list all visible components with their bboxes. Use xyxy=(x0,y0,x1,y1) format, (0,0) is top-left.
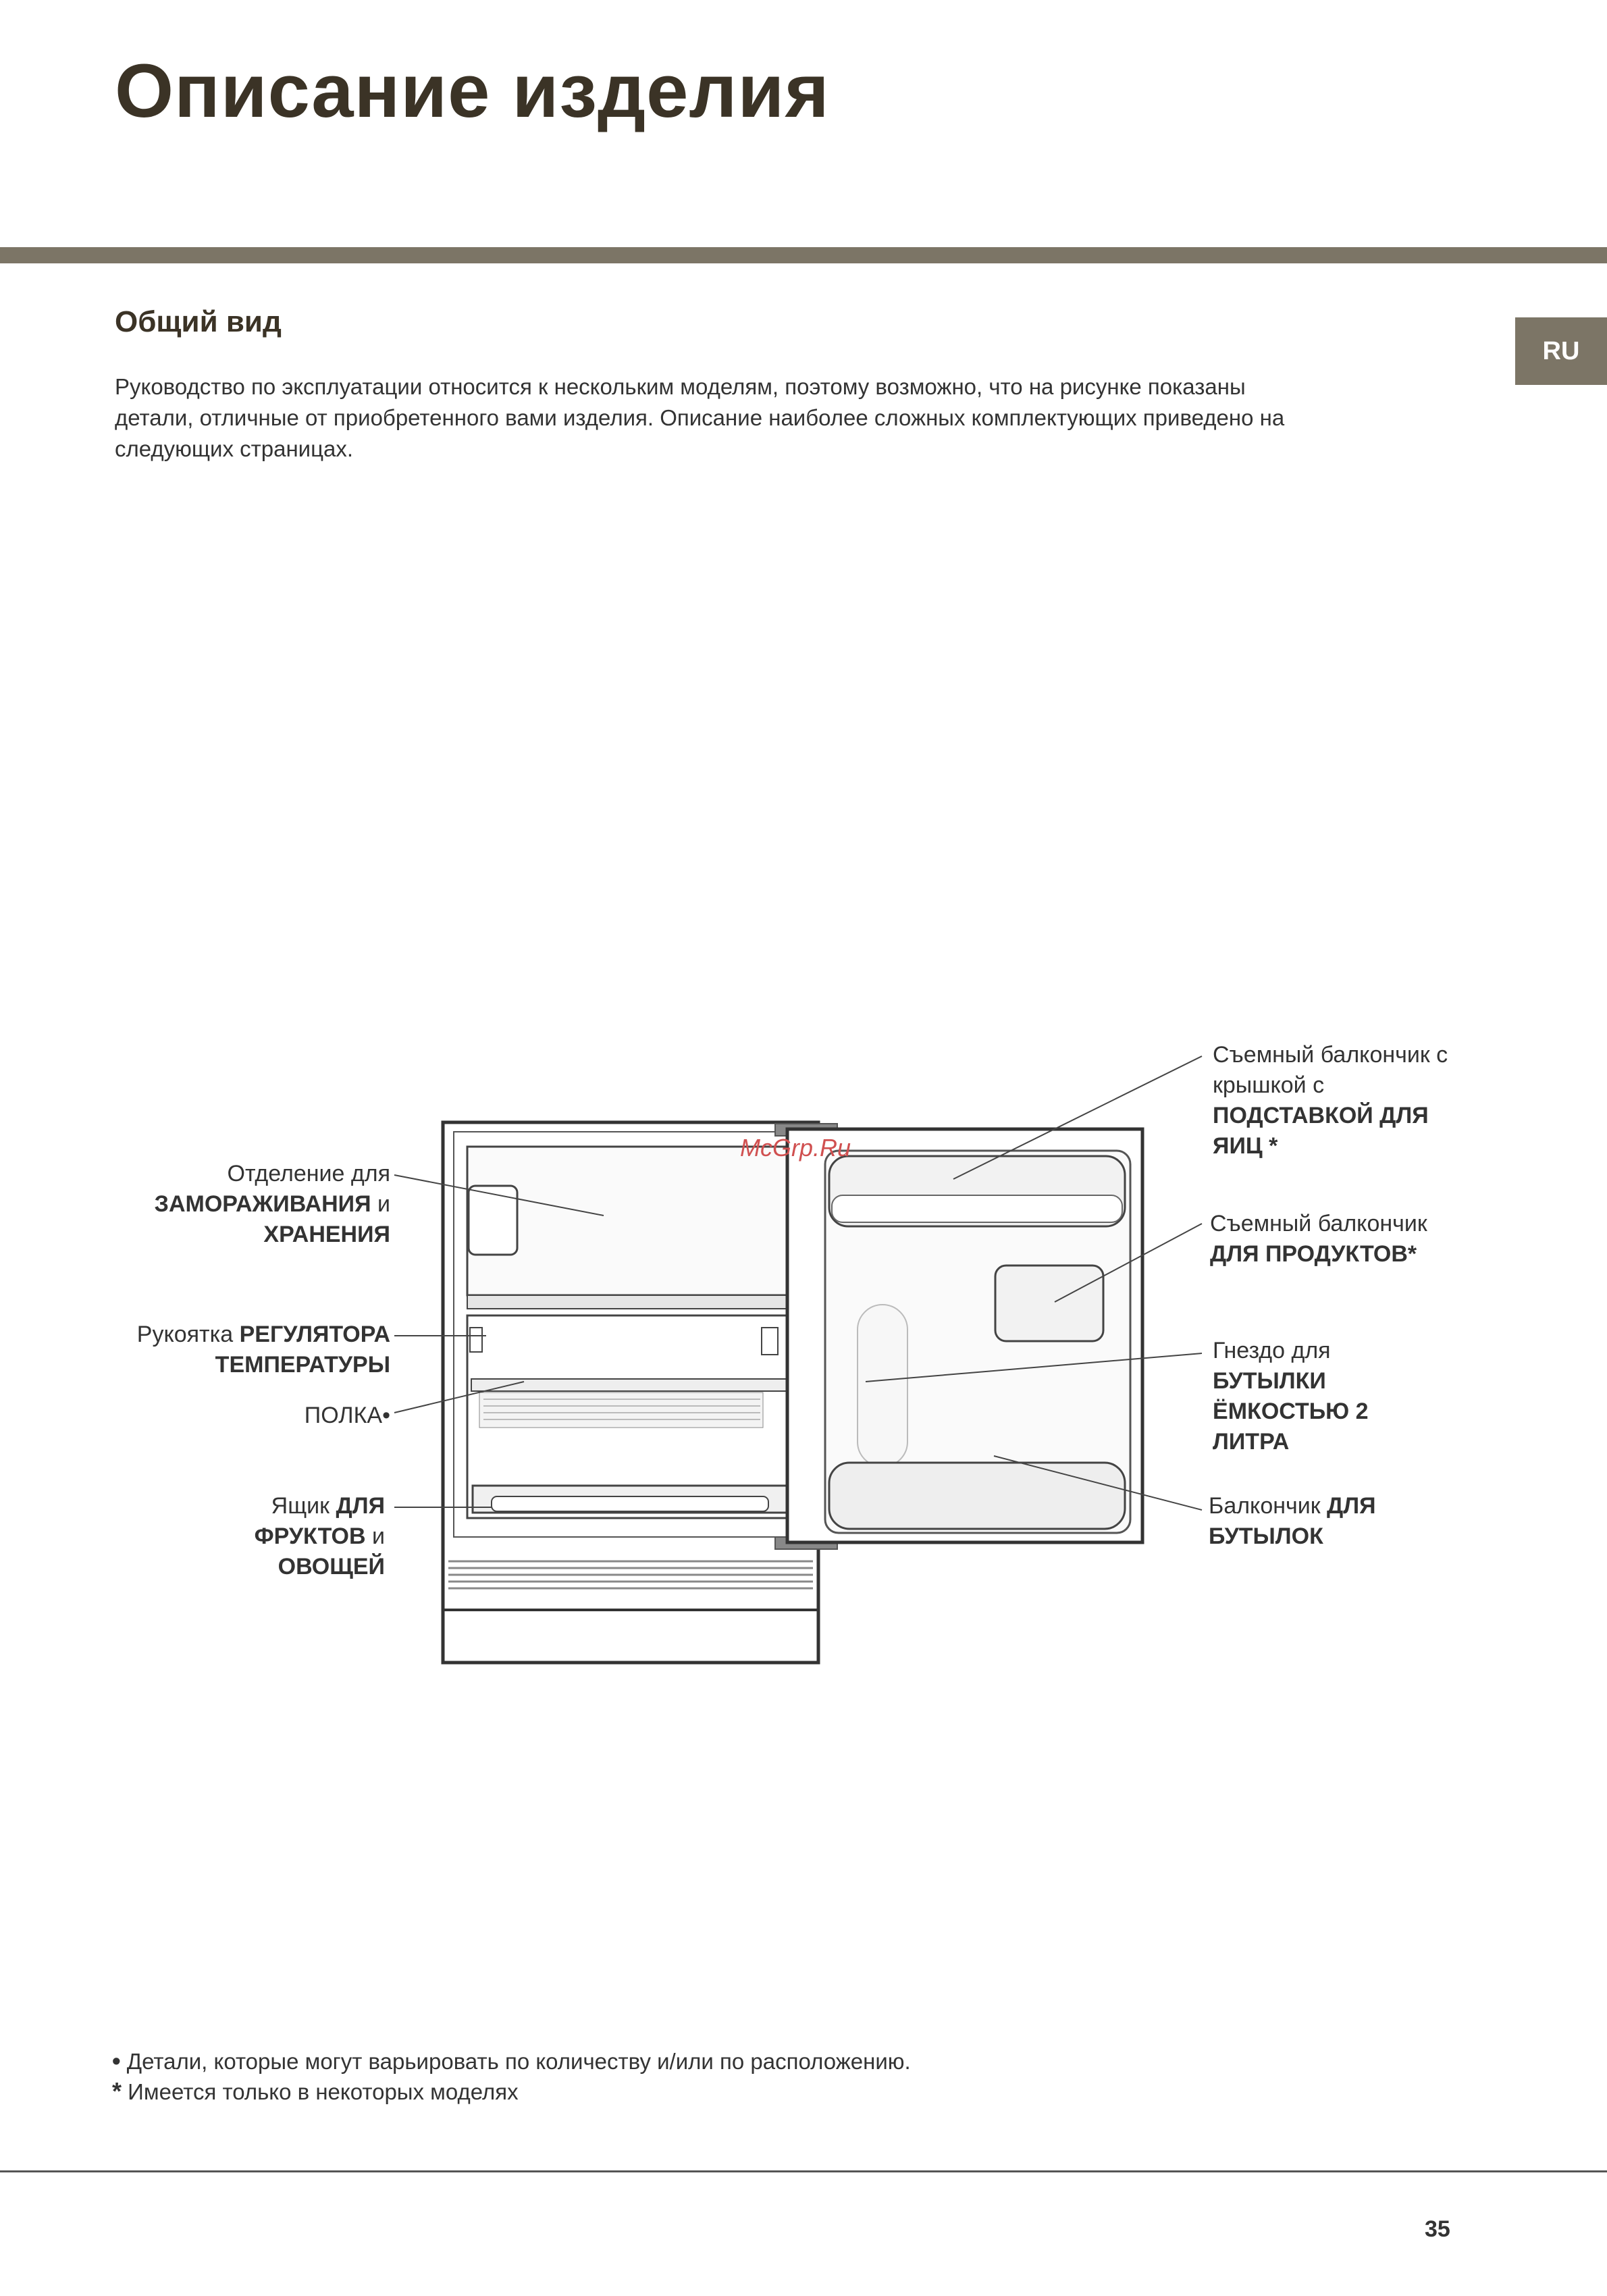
shelf-frame xyxy=(471,1379,791,1391)
label-crisper xyxy=(101,1491,385,1582)
shelf-grid xyxy=(479,1392,763,1428)
bullet-mark: • xyxy=(112,2047,121,2075)
label-line: Съемный балкончик xyxy=(1210,1211,1427,1236)
fridge-diagram xyxy=(0,1013,1607,1688)
label-text: Ящик xyxy=(271,1493,336,1519)
footnote-star xyxy=(112,2077,911,2107)
intro-line: следующих страницах. xyxy=(115,436,354,461)
page-title: Описание изделия xyxy=(115,49,830,133)
label-line: Отделение для xyxy=(227,1161,390,1186)
label-text: Рукоятка xyxy=(136,1322,240,1347)
label-line: ПОДСТАВКОЙ ДЛЯ xyxy=(1213,1103,1429,1128)
section-title: Общий вид xyxy=(115,305,282,338)
label-product-balcony xyxy=(1210,1209,1427,1270)
star-mark: * xyxy=(112,2077,122,2105)
watermark: McGrp.Ru xyxy=(740,1134,851,1162)
label-bottle-holder xyxy=(1213,1336,1369,1457)
page-number: 35 xyxy=(1425,2216,1450,2242)
label-freezer xyxy=(101,1159,390,1250)
label-shelf: ПОЛКА• xyxy=(304,1403,390,1428)
label-line: ДЛЯ ПРОДУКТОВ* xyxy=(1210,1241,1417,1267)
label-thermostat xyxy=(101,1320,390,1380)
label-line: БУТЫЛКИ xyxy=(1213,1368,1326,1394)
product-balcony xyxy=(995,1266,1103,1341)
thermostat-knob xyxy=(762,1328,778,1355)
label-text: ФРУКТОВ xyxy=(254,1523,366,1549)
egg-balcony-lid xyxy=(832,1195,1122,1222)
intro-line: Руководство по эксплуатации относится к нескольким моделям, поэтому возможно, что на рисунке показаны xyxy=(115,374,1246,399)
footnote-bullet xyxy=(112,2046,911,2077)
bottle-balcony xyxy=(829,1463,1125,1529)
label-text: и xyxy=(365,1523,385,1549)
label-text: и xyxy=(371,1191,390,1217)
crisper-handle xyxy=(492,1496,768,1511)
label-line: крышкой с xyxy=(1213,1072,1325,1098)
label-line: ТЕМПЕРАТУРЫ xyxy=(215,1352,390,1378)
freezer-tray xyxy=(467,1295,798,1309)
intro-paragraph xyxy=(115,371,1438,465)
label-bottle-balcony xyxy=(1209,1491,1376,1552)
label-line: ЁМКОСТЬЮ 2 xyxy=(1213,1399,1369,1424)
header-divider xyxy=(0,247,1607,263)
language-tab[interactable]: RU xyxy=(1515,317,1607,385)
label-line: БУТЫЛОК xyxy=(1209,1523,1323,1549)
label-line: Гнездо для xyxy=(1213,1338,1331,1363)
label-text: РЕГУЛЯТОРА xyxy=(239,1322,390,1347)
bottle-holder xyxy=(858,1305,907,1467)
footnote-text: Имеется только в некоторых моделях xyxy=(122,2079,519,2104)
footnotes xyxy=(112,2046,911,2107)
label-text: Балкончик xyxy=(1209,1493,1327,1519)
footnote-text: Детали, которые могут варьировать по количеству и/или по расположению. xyxy=(120,2049,911,2074)
label-line: ОВОЩЕЙ xyxy=(278,1554,385,1580)
label-egg-balcony xyxy=(1213,1040,1448,1162)
label-text: ЗАМОРАЖИВАНИЯ xyxy=(154,1191,371,1217)
label-text: ДЛЯ xyxy=(1327,1493,1376,1519)
label-line: Съемный балкончик с xyxy=(1213,1042,1448,1068)
label-line: ХРАНЕНИЯ xyxy=(263,1222,390,1247)
label-text: ДЛЯ xyxy=(336,1493,385,1519)
label-line: ЯИЦ * xyxy=(1213,1133,1278,1159)
freezer-latch xyxy=(469,1186,517,1255)
footer-divider xyxy=(0,2170,1607,2172)
label-line: ЛИТРА xyxy=(1213,1429,1290,1455)
thermostat-knob-left xyxy=(470,1328,482,1352)
intro-line: детали, отличные от приобретенного вами изделия. Описание наиболее сложных комплектующих приведено на xyxy=(115,405,1285,430)
